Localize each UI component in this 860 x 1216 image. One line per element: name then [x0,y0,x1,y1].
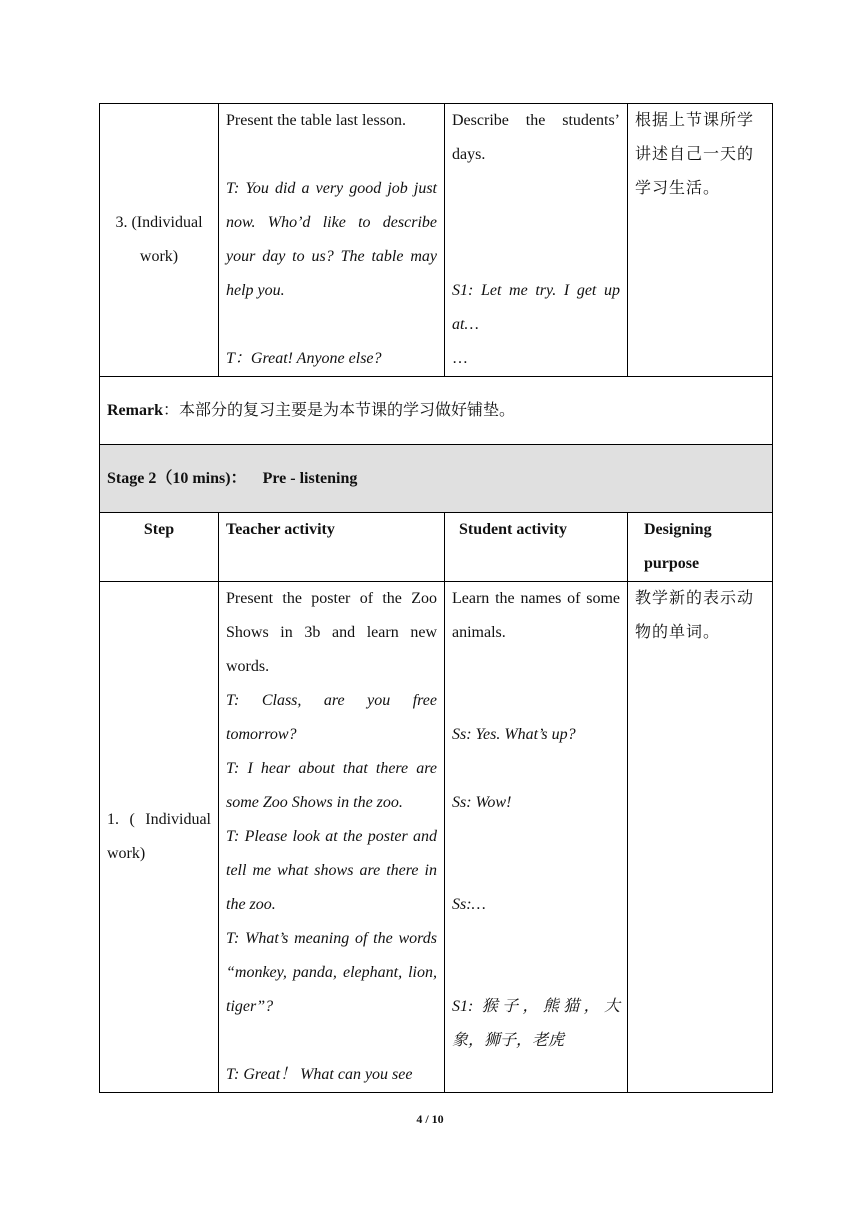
step-cell [100,104,219,377]
student-text: S1: Let me try. I get up at… [452,282,620,333]
remark-text: ：本部分的复习主要是为本节课的学习做好铺垫。 [162,401,515,419]
lesson-plan-table [99,103,773,1093]
teacher-activity-cell [219,582,445,1093]
student-text: Ss: Yes. What’s up? [452,726,576,743]
teacher-text: T: Please look at the poster and tell me what shows are there in the zoo. [226,828,437,913]
remark-cell [100,377,773,445]
header-teacher: Teacher activity [219,513,445,582]
student-text: Describe the students’ days. [452,112,620,163]
student-text: … [452,350,468,367]
purpose-text: 教学新的表示动物的单词。 [635,590,755,641]
student-text: Ss:… [452,896,486,913]
student-text: S1: 猴子，熊猫，大象，狮子，老虎 [452,998,620,1049]
table-row [100,582,773,1093]
table-row [100,104,773,377]
student-text: Learn the names of some animals. [452,590,620,641]
teacher-text: T: What’s meaning of the words “monkey, panda, elephant, lion, tiger”? [226,930,437,1015]
header-step: Step [100,513,219,582]
teacher-activity-cell [219,104,445,377]
step-label: 3. (Individual work) [115,214,203,265]
teacher-text: T: Great！ What can you see [226,1066,413,1083]
purpose-cell [628,104,773,377]
step-cell [100,582,219,1093]
header-row [100,513,773,582]
remark-row [100,377,773,445]
teacher-text: T: You did a very good job just now. Who’d like to describe your day to us? The table may help you. [226,180,437,299]
teacher-text: T：Great! Anyone else? [226,350,382,367]
student-activity-cell [445,582,628,1093]
header-student: Student activity [445,513,628,582]
teacher-text: T: I hear about that there are some Zoo Shows in the zoo. [226,760,437,811]
page-number: 4 / 10 [416,1112,444,1126]
purpose-cell [628,582,773,1093]
teacher-text: Present the poster of the Zoo Shows in 3b and learn new words. [226,590,437,675]
teacher-text: Present the table last lesson. [226,112,406,129]
stage-row [100,445,773,513]
step-label: 1. ( Individual work) [107,811,211,862]
purpose-text: 根据上节课所学讲述自己一天的学习生活。 [635,112,755,197]
remark-label: Remark [107,401,163,419]
student-text: Ss: Wow! [452,794,512,811]
header-purpose: Designing purpose [628,513,773,582]
student-activity-cell [445,104,628,377]
stage-cell [100,445,773,513]
stage-label: Stage 2（10 mins)： [107,469,247,487]
teacher-text: T: Class, are you free tomorrow? [226,692,437,743]
stage-title: Pre - listening [262,469,358,487]
